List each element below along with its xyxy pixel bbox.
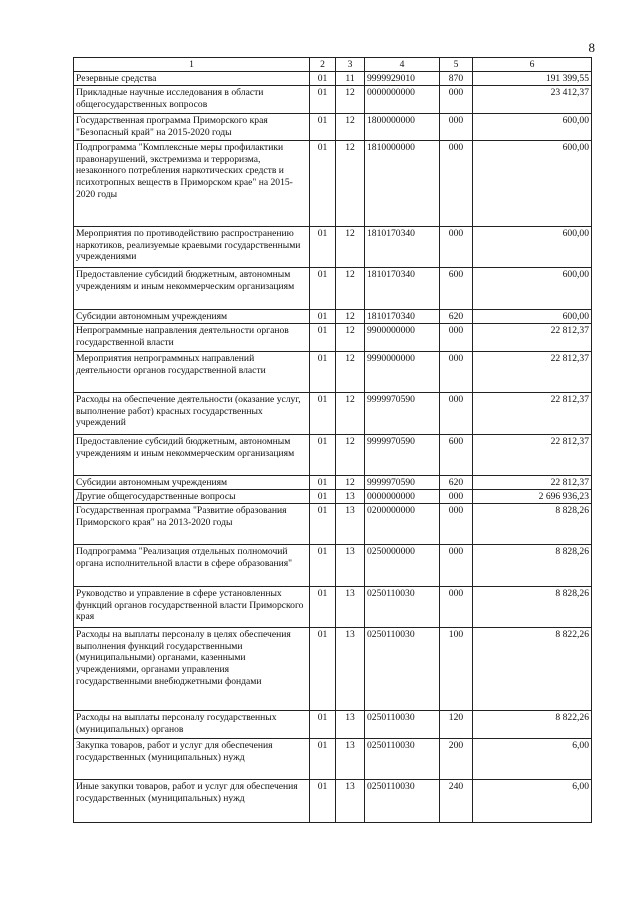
table-row — [74, 490, 592, 504]
target-article-code: 0250110030 — [365, 587, 440, 628]
section-code: 01 — [310, 504, 336, 545]
expense-type-code: 000 — [440, 86, 473, 114]
target-article-code: 0250110030 — [365, 628, 440, 711]
expense-name: Мероприятия по противодействию распространению наркотиков, реализуемые краевыми государственными учреждениями — [74, 227, 310, 268]
expense-name: Другие общегосударственные вопросы — [74, 490, 310, 504]
subsection-code: 13 — [336, 628, 365, 711]
expense-type-code: 870 — [440, 72, 473, 86]
expense-type-code: 000 — [440, 545, 473, 587]
section-code: 01 — [310, 86, 336, 114]
subsection-code: 12 — [336, 86, 365, 114]
table-row — [74, 72, 592, 86]
subsection-code: 12 — [336, 310, 365, 324]
table-row — [74, 780, 592, 823]
section-code: 01 — [310, 393, 336, 435]
amount: 600,00 — [473, 114, 592, 141]
expense-type-code: 000 — [440, 141, 473, 227]
table-row — [74, 227, 592, 268]
expense-name: Подпрограмма "Реализация отдельных полномочий органа исполнительной власти в сфере образования" — [74, 545, 310, 587]
expense-name: Подпрограмма "Комплексные меры профилактики правонарушений, экстремизма и терроризма, незаконного потребления наркотических средств и психотропных веществ в Приморском крае" на 2015-2020 годы — [74, 141, 310, 227]
section-code: 01 — [310, 545, 336, 587]
expense-type-code: 000 — [440, 324, 473, 352]
header-col-1: 1 — [74, 58, 310, 72]
expense-name: Государственная программа Приморского края "Безопасный край" на 2015-2020 годы — [74, 114, 310, 141]
amount: 8 828,26 — [473, 587, 592, 628]
table-header-row — [74, 58, 592, 72]
target-article-code: 1810000000 — [365, 141, 440, 227]
target-article-code: 0250110030 — [365, 739, 440, 780]
amount: 22 812,37 — [473, 435, 592, 476]
target-article-code: 9999929010 — [365, 72, 440, 86]
subsection-code: 12 — [336, 393, 365, 435]
table-row — [74, 86, 592, 114]
budget-table — [73, 57, 592, 823]
table-row — [74, 393, 592, 435]
expense-type-code: 600 — [440, 268, 473, 310]
section-code: 01 — [310, 780, 336, 823]
target-article-code: 9990000000 — [365, 352, 440, 393]
subsection-code: 13 — [336, 780, 365, 823]
expense-type-code: 100 — [440, 628, 473, 711]
amount: 6,00 — [473, 780, 592, 823]
header-col-2: 2 — [310, 58, 336, 72]
table-row — [74, 114, 592, 141]
amount: 2 696 936,23 — [473, 490, 592, 504]
expense-name: Предоставление субсидий бюджетным, автономным учреждениям и иным некоммерческим организациям — [74, 435, 310, 476]
header-col-4: 4 — [365, 58, 440, 72]
expense-name: Субсидии автономным учреждениям — [74, 310, 310, 324]
expense-type-code: 240 — [440, 780, 473, 823]
expense-type-code: 000 — [440, 490, 473, 504]
amount: 600,00 — [473, 141, 592, 227]
expense-type-code: 120 — [440, 711, 473, 739]
section-code: 01 — [310, 72, 336, 86]
expense-type-code: 000 — [440, 114, 473, 141]
expense-type-code: 200 — [440, 739, 473, 780]
expense-type-code: 620 — [440, 310, 473, 324]
section-code: 01 — [310, 587, 336, 628]
amount: 8 828,26 — [473, 545, 592, 587]
amount: 6,00 — [473, 739, 592, 780]
section-code: 01 — [310, 476, 336, 490]
subsection-code: 12 — [336, 141, 365, 227]
expense-type-code: 600 — [440, 435, 473, 476]
subsection-code: 13 — [336, 587, 365, 628]
section-code: 01 — [310, 268, 336, 310]
target-article-code: 9999970590 — [365, 476, 440, 490]
subsection-code: 12 — [336, 435, 365, 476]
header-col-5: 5 — [440, 58, 473, 72]
subsection-code: 13 — [336, 739, 365, 780]
expense-name: Мероприятия непрограммных направлений деятельности органов государственной власти — [74, 352, 310, 393]
section-code: 01 — [310, 711, 336, 739]
expense-name: Субсидии автономным учреждениям — [74, 476, 310, 490]
target-article-code: 0000000000 — [365, 86, 440, 114]
subsection-code: 13 — [336, 711, 365, 739]
table-row — [74, 435, 592, 476]
subsection-code: 12 — [336, 476, 365, 490]
table-row — [74, 711, 592, 739]
target-article-code: 0200000000 — [365, 504, 440, 545]
subsection-code: 13 — [336, 545, 365, 587]
amount: 600,00 — [473, 227, 592, 268]
expense-name: Резервные средства — [74, 72, 310, 86]
amount: 191 399,55 — [473, 72, 592, 86]
section-code: 01 — [310, 141, 336, 227]
expense-type-code: 620 — [440, 476, 473, 490]
section-code: 01 — [310, 628, 336, 711]
target-article-code: 9999970590 — [365, 435, 440, 476]
target-article-code: 1810170340 — [365, 227, 440, 268]
amount: 600,00 — [473, 268, 592, 310]
page-number: 8 — [588, 40, 595, 55]
target-article-code: 1800000000 — [365, 114, 440, 141]
table-row — [74, 324, 592, 352]
table-row — [74, 476, 592, 490]
subsection-code: 12 — [336, 352, 365, 393]
header-col-6: 6 — [473, 58, 592, 72]
section-code: 01 — [310, 227, 336, 268]
expense-name: Предоставление субсидий бюджетным, автономным учреждениям и иным некоммерческим организациям — [74, 268, 310, 310]
target-article-code: 0250110030 — [365, 780, 440, 823]
amount: 8 822,26 — [473, 711, 592, 739]
subsection-code: 12 — [336, 114, 365, 141]
amount: 22 812,37 — [473, 352, 592, 393]
expense-name: Руководство и управление в сфере установленных функций органов государственной власти Приморского края — [74, 587, 310, 628]
subsection-code: 12 — [336, 324, 365, 352]
table-row — [74, 587, 592, 628]
section-code: 01 — [310, 310, 336, 324]
target-article-code: 0250000000 — [365, 545, 440, 587]
table-row — [74, 268, 592, 310]
target-article-code: 9900000000 — [365, 324, 440, 352]
expense-name: Прикладные научные исследования в области общегосударственных вопросов — [74, 86, 310, 114]
table-row — [74, 545, 592, 587]
target-article-code: 0000000000 — [365, 490, 440, 504]
section-code: 01 — [310, 114, 336, 141]
section-code: 01 — [310, 435, 336, 476]
expense-type-code: 000 — [440, 227, 473, 268]
amount: 8 828,26 — [473, 504, 592, 545]
expense-name: Государственная программа "Развитие образования Приморского края" на 2013-2020 годы — [74, 504, 310, 545]
subsection-code: 13 — [336, 490, 365, 504]
expense-type-code: 000 — [440, 587, 473, 628]
table-row — [74, 352, 592, 393]
amount: 23 412,37 — [473, 86, 592, 114]
amount: 22 812,37 — [473, 324, 592, 352]
amount: 22 812,37 — [473, 476, 592, 490]
header-col-3: 3 — [336, 58, 365, 72]
expense-name: Закупка товаров, работ и услуг для обеспечения государственных (муниципальных) нужд — [74, 739, 310, 780]
target-article-code: 1810170340 — [365, 268, 440, 310]
table-row — [74, 504, 592, 545]
subsection-code: 12 — [336, 268, 365, 310]
subsection-code: 12 — [336, 227, 365, 268]
expense-type-code: 000 — [440, 393, 473, 435]
expense-name: Расходы на обеспечение деятельности (оказание услуг, выполнение работ) красных государственных учреждений — [74, 393, 310, 435]
expense-name: Иные закупки товаров, работ и услуг для обеспечения государственных (муниципальных) нужд — [74, 780, 310, 823]
subsection-code: 13 — [336, 504, 365, 545]
table-row — [74, 628, 592, 711]
section-code: 01 — [310, 324, 336, 352]
section-code: 01 — [310, 490, 336, 504]
expense-type-code: 000 — [440, 352, 473, 393]
amount: 22 812,37 — [473, 393, 592, 435]
target-article-code: 0250110030 — [365, 711, 440, 739]
table-row — [74, 739, 592, 780]
subsection-code: 11 — [336, 72, 365, 86]
target-article-code: 1810170340 — [365, 310, 440, 324]
section-code: 01 — [310, 352, 336, 393]
table-row — [74, 141, 592, 227]
amount: 8 822,26 — [473, 628, 592, 711]
target-article-code: 9999970590 — [365, 393, 440, 435]
expense-name: Непрограммные направления деятельности органов государственной власти — [74, 324, 310, 352]
expense-type-code: 000 — [440, 504, 473, 545]
expense-name: Расходы на выплаты персоналу в целях обеспечения выполнения функций государственными (муниципальными) органами, казенными учреждениями, органами управления государственными внебюджетными фондами — [74, 628, 310, 711]
section-code: 01 — [310, 739, 336, 780]
table-row — [74, 310, 592, 324]
expense-name: Расходы на выплаты персоналу государственных (муниципальных) органов — [74, 711, 310, 739]
amount: 600,00 — [473, 310, 592, 324]
